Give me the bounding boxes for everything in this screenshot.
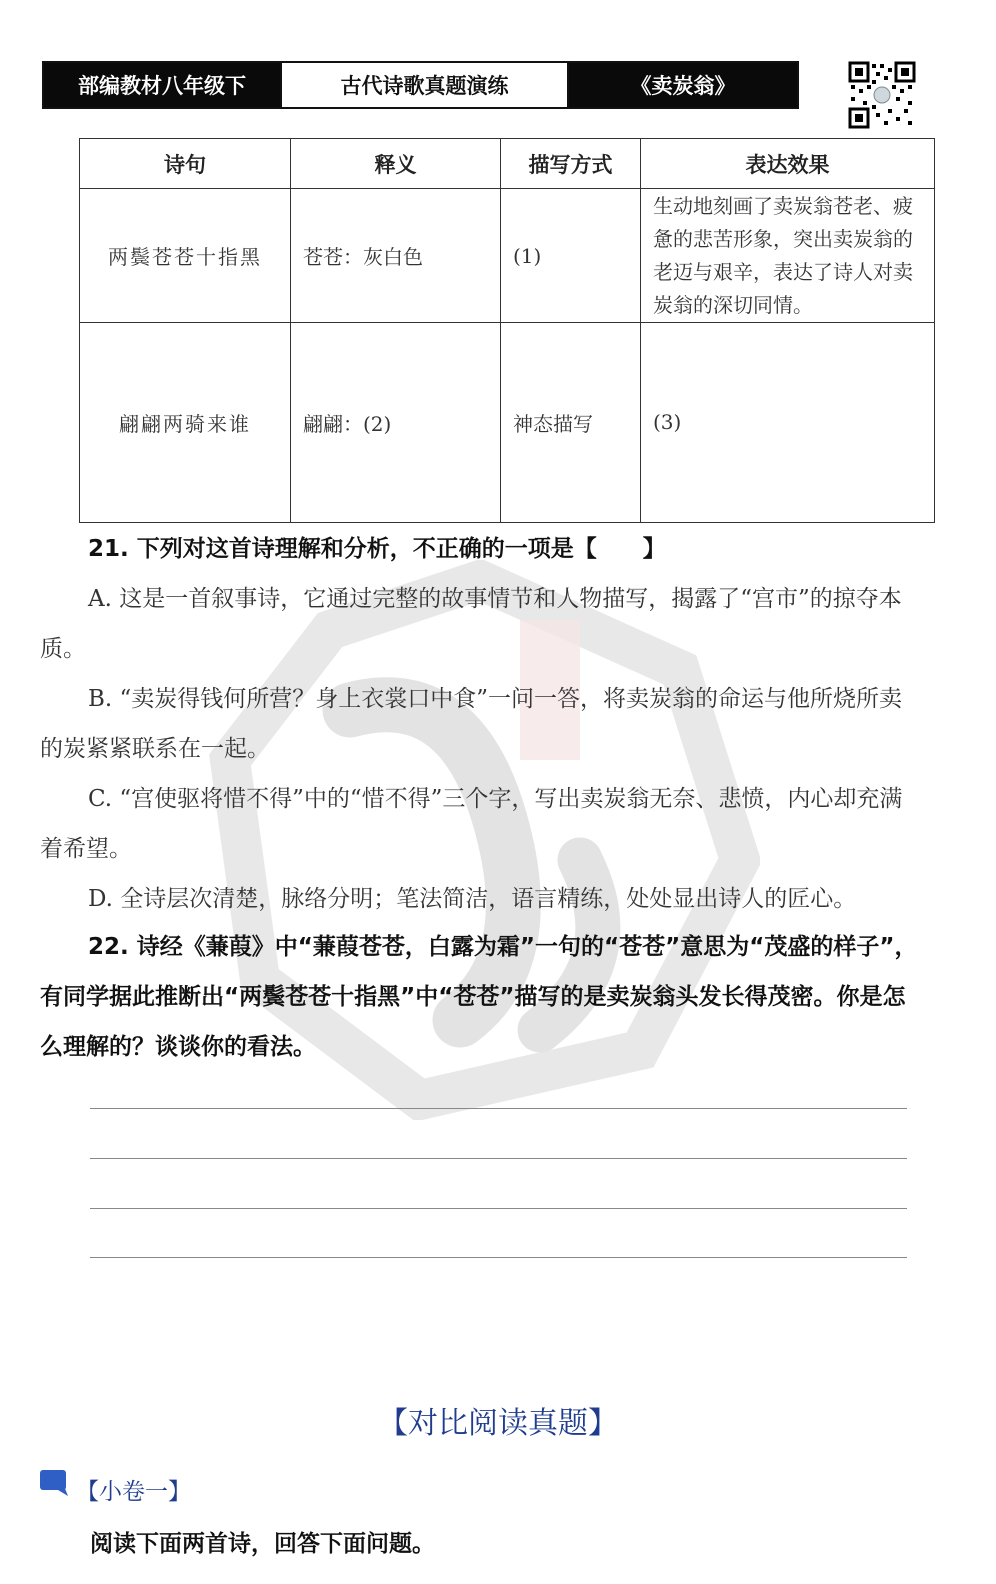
col-header-method: 描写方式 <box>501 139 641 189</box>
question-22: 22. 诗经《蒹葭》中“蒹葭苍苍，白露为霜”一句的“苍苍”意思为“茂盛的样子”，有同学据此推断出“两鬓苍苍十指黑”中“苍苍”描写的是卖炭翁头发长得茂密。你是怎么理解的？谈谈你的看法。 <box>40 934 918 1060</box>
question-21-stem: 21. 下列对这首诗理解和分析，不正确的一项是【 】 <box>88 536 666 562</box>
header-grade: 部编教材八年级下 <box>44 63 280 107</box>
instruction-text: 阅读下面两首诗，回答下面问题。 <box>90 1531 435 1557</box>
cell-effect: 生动地刻画了卖炭翁苍老、疲惫的悲苦形象，突出卖炭翁的老迈与艰辛，表达了诗人对卖炭翁的深切同情。 <box>641 189 935 323</box>
section-title: 【对比阅读真题】 <box>378 1406 618 1441</box>
cell-verse: 两鬓苍苍十指黑 <box>80 189 291 323</box>
bookmark-icon <box>40 1468 70 1496</box>
cell-method: 神态描写 <box>501 323 641 523</box>
header-poem-title: 《卖炭翁》 <box>569 63 797 107</box>
question-21-option-d: D. 全诗层次清楚，脉络分明；笔法简洁，语言精练，处处显出诗人的匠心。 <box>88 886 857 912</box>
col-header-effect: 表达效果 <box>641 139 935 189</box>
answer-line[interactable] <box>90 1158 907 1159</box>
answer-line[interactable] <box>90 1257 907 1258</box>
cell-meaning: 苍苍：灰白色 <box>291 189 501 323</box>
col-header-meaning: 释义 <box>291 139 501 189</box>
table-header-row <box>80 139 935 189</box>
header-topic: 古代诗歌真题演练 <box>280 63 569 107</box>
cell-method: (1) <box>501 189 641 323</box>
analysis-table <box>79 138 935 523</box>
question-21-option-b: B. “卖炭得钱何所营？身上衣裳口中食”一问一答，将卖炭翁的命运与他所烧所卖的炭紧紧联系在一起。 <box>40 686 903 762</box>
sub-section-title: 【小卷一】 <box>76 1479 191 1505</box>
question-21-option-c: C. “宫使驱将惜不得”中的“惜不得”三个字，写出卖炭翁无奈、悲愤，内心却充满着希望。 <box>40 786 903 862</box>
qr-code-icon <box>848 61 916 129</box>
col-header-verse: 诗句 <box>80 139 291 189</box>
answer-line[interactable] <box>90 1208 907 1209</box>
table-row <box>80 189 935 323</box>
table-row <box>80 323 935 523</box>
answer-line[interactable] <box>90 1108 907 1109</box>
cell-meaning: 翩翩：(2) <box>291 323 501 523</box>
cell-effect: (3) <box>641 323 935 523</box>
cell-verse: 翩翩两骑来谁 <box>80 323 291 523</box>
question-21-option-a: A. 这是一首叙事诗，它通过完整的故事情节和人物描写，揭露了“宫市”的掠夺本质。 <box>40 586 902 662</box>
header-bar <box>42 61 799 109</box>
